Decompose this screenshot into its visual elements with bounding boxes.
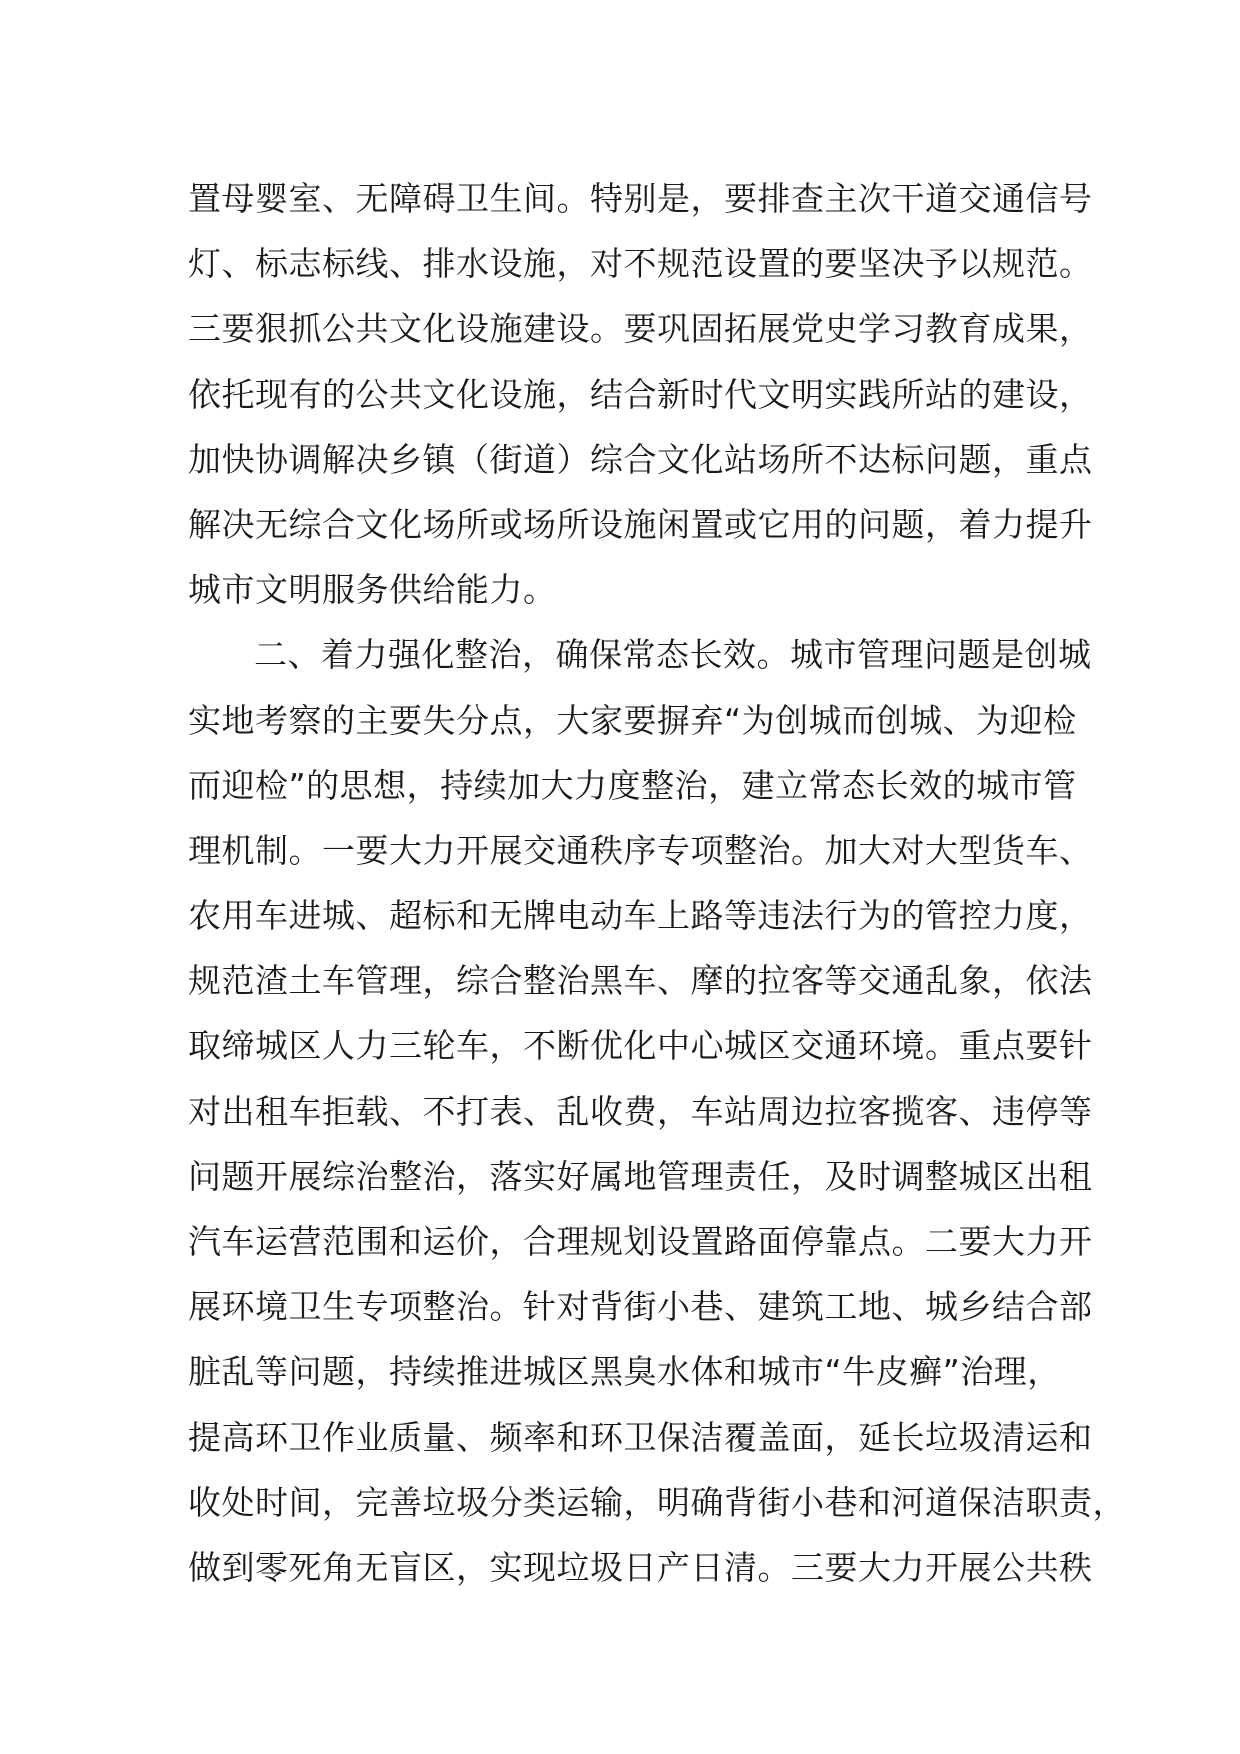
text-line: 依托现有的公共文化设施，结合新时代文明实践所站的建设， <box>188 374 1093 414</box>
text-line: 解决无综合文化场所或场所设施闲置或它用的问题，着力提升 <box>188 504 1093 544</box>
text-line: 提高环卫作业质量、频率和环卫保洁覆盖面，延长垃圾清运和 <box>188 1417 1093 1457</box>
text-line: 取缔城区人力三轮车，不断优化中心城区交通环境。重点要针 <box>188 1026 1093 1066</box>
text-line: 收处时间，完善垃圾分类运输，明确背街小巷和河道保洁职责， <box>188 1482 1126 1522</box>
text-line: 实地考察的主要失分点，大家要摒弃“为创城而创城、为迎检 <box>188 700 1077 740</box>
text-line: 城市文明服务供给能力。 <box>188 570 557 610</box>
paragraph-start-line: 二、着力强化整治，确保常态长效。城市管理问题是创城 <box>254 635 1092 675</box>
text-line: 展环境卫生专项整治。针对背街小巷、建筑工地、城乡结合部 <box>188 1287 1093 1327</box>
text-line: 而迎检”的思想，持续加大力度整治，建立常态长效的城市管 <box>188 765 1077 805</box>
text-line: 加快协调解决乡镇（街道）综合文化站场所不达标问题，重点 <box>188 439 1093 479</box>
text-line: 对出租车拒载、不打表、乱收费，车站周边拉客揽客、违停等 <box>188 1091 1093 1131</box>
text-line: 灯、标志标线、排水设施，对不规范设置的要坚决予以规范。 <box>188 244 1093 284</box>
text-line: 置母婴室、无障碍卫生间。特别是，要排查主次干道交通信号 <box>188 179 1093 218</box>
text-line: 三要狠抓公共文化设施建设。要巩固拓展党史学习教育成果， <box>188 309 1093 349</box>
text-line: 理机制。一要大力开展交通秩序专项整治。加大对大型货车、 <box>188 830 1093 870</box>
text-line: 规范渣土车管理，综合整治黑车、摩的拉客等交通乱象，依法 <box>188 961 1093 1001</box>
text-line: 脏乱等问题，持续推进城区黑臭水体和城市“牛皮癣”治理， <box>188 1352 1061 1392</box>
text-line: 汽车运营范围和运价，合理规划设置路面停靠点。二要大力开 <box>188 1222 1093 1261</box>
body-text <box>188 166 1126 1600</box>
text-line: 问题开展综治整治，落实好属地管理责任，及时调整城区出租 <box>188 1156 1093 1196</box>
text-line: 农用车进城、超标和无牌电动车上路等违法行为的管控力度， <box>188 896 1093 936</box>
text-line: 做到零死角无盲区，实现垃圾日产日清。三要大力开展公共秩 <box>188 1547 1093 1587</box>
